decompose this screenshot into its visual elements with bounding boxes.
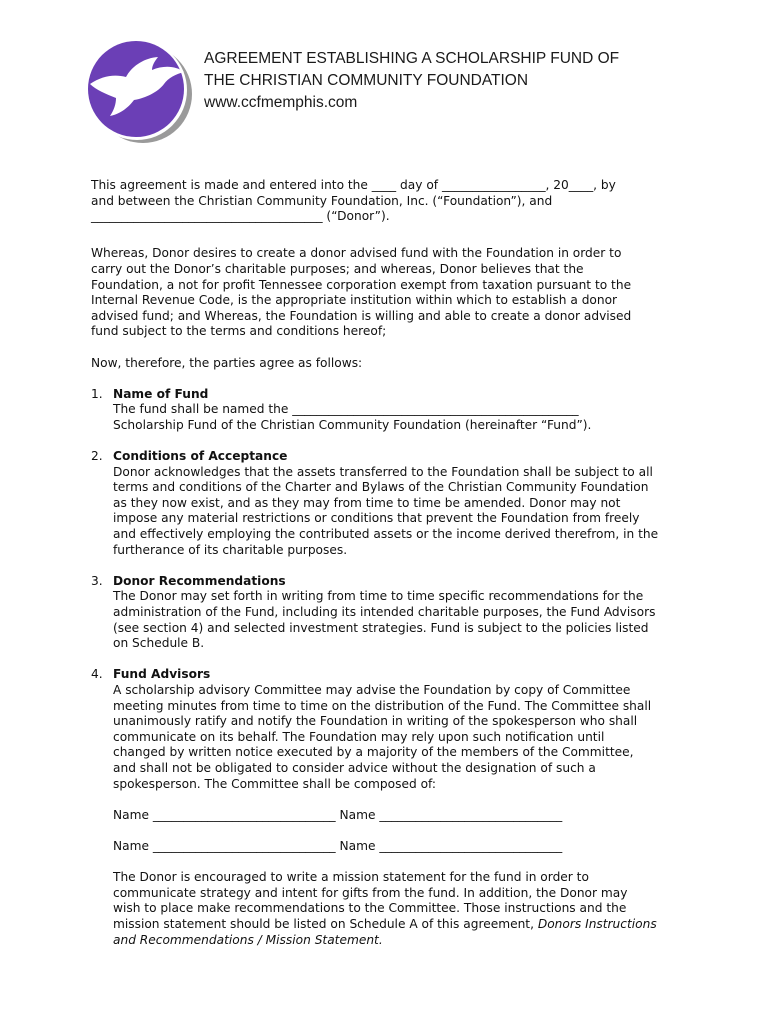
whereas-paragraph xyxy=(91,246,691,340)
section-number: 1. xyxy=(91,386,103,401)
section-donor-recommendations xyxy=(91,574,691,652)
section-heading: Donor Recommendations xyxy=(113,573,286,588)
mission-line: The Donor is encouraged to write a mission statement for the fund in order to xyxy=(113,870,589,885)
whereas-line: carry out the Donor’s charitable purposes; and whereas, Donor believes that the xyxy=(91,261,584,276)
intro-line: This agreement is made and entered into the ____ day of _________________, 20____, by xyxy=(91,178,616,192)
section-line: (see section 4) and selected investment strategies. Fund is subject to the policies listed xyxy=(113,620,649,635)
title-line-1: AGREEMENT ESTABLISHING A SCHOLARSHIP FUND OF xyxy=(204,50,620,67)
section-heading: Name of Fund xyxy=(113,386,209,401)
section-line: The Donor may set forth in writing from time to time specific recommendations for the xyxy=(113,589,644,604)
section-line: communicate on its behalf. The Foundation may rely upon such notification until xyxy=(113,729,605,744)
section-conditions-of-acceptance xyxy=(91,449,691,558)
section-line: Donor acknowledges that the assets transferred to the Foundation shall be subject to all xyxy=(113,464,653,479)
section-fund-advisors xyxy=(91,667,691,948)
whereas-line: Internal Revenue Code, is the appropriate institution within which to establish a donor xyxy=(91,293,618,308)
section-name-of-fund xyxy=(91,387,691,434)
section-line: and effectively employing the contributed assets or the income derived therefrom, in the xyxy=(113,527,659,542)
section-line: changed by written notice executed by a majority of the members of the Committee, xyxy=(113,745,634,760)
website-link[interactable]: www.ccfmemphis.com xyxy=(204,94,358,111)
intro-line: and between the Christian Community Foundation, Inc. (“Foundation”), and xyxy=(91,193,553,208)
section-line: furtherance of its charitable purposes. xyxy=(113,542,348,557)
whereas-line: fund subject to the terms and conditions hereof; xyxy=(91,324,387,339)
section-line: and shall not be obligated to consider advice without the designation of such a xyxy=(113,760,596,775)
section-line: impose any material restrictions or conditions that prevent the Foundation from freely xyxy=(113,511,640,526)
committee-name-fields[interactable]: Name ______________________________ Name ______________________________ xyxy=(113,838,563,853)
section-line: as they now exist, and as they may from time to time be amended. Donor may not xyxy=(113,495,621,510)
intro-paragraph xyxy=(91,178,691,225)
section-heading: Conditions of Acceptance xyxy=(113,449,288,464)
section-line: A scholarship advisory Committee may advise the Foundation by copy of Committee xyxy=(113,683,631,697)
section-line: meeting minutes from time to time on the distribution of the Fund. The Committee shall xyxy=(113,698,652,713)
whereas-line: advised fund; and Whereas, the Foundation is willing and able to create a donor advised xyxy=(91,308,632,323)
mission-line: communicate strategy and intent for gifts from the fund. In addition, the Donor may xyxy=(113,885,628,900)
section-line: administration of the Fund, including its intended charitable purposes, the Fund Advisors xyxy=(113,605,656,620)
section-number: 4. xyxy=(91,667,103,682)
section-number: 3. xyxy=(91,573,103,588)
section-line: Scholarship Fund of the Christian Community Foundation (hereinafter “Fund”). xyxy=(113,417,592,432)
dove-logo-icon xyxy=(84,36,194,146)
title-line-2: THE CHRISTIAN COMMUNITY FOUNDATION xyxy=(204,72,529,89)
agreement-body xyxy=(91,178,691,948)
section-heading: Fund Advisors xyxy=(113,667,211,682)
now-therefore-line: Now, therefore, the parties agree as follows: xyxy=(91,355,363,370)
intro-line: ______________________________________ (“Donor”). xyxy=(91,209,390,224)
section-line: on Schedule B. xyxy=(113,636,205,651)
mission-text: mission statement should be listed on Schedule A of this agreement, xyxy=(113,916,538,931)
whereas-line: Whereas, Donor desires to create a donor advised fund with the Foundation in order to xyxy=(91,246,622,261)
section-line: spokesperson. The Committee shall be composed of: xyxy=(113,776,436,791)
section-line: unanimously ratify and notify the Foundation in writing of the spokesperson who shall xyxy=(113,714,638,729)
committee-name-fields[interactable]: Name ______________________________ Name ______________________________ xyxy=(113,807,563,822)
mission-line: wish to place make recommendations to the Committee. Those instructions and the xyxy=(113,901,627,916)
whereas-line: Foundation, a not for profit Tennessee corporation exempt from taxation pursuant to the xyxy=(91,277,632,292)
schedule-title-italic: Donors Instructions xyxy=(537,916,657,931)
document-title-block xyxy=(204,48,619,114)
mission-line xyxy=(113,917,691,933)
section-line: terms and conditions of the Charter and Bylaws of the Christian Community Foundation xyxy=(113,480,649,495)
section-line: The fund shall be named the _______________________________________________ xyxy=(113,402,579,417)
schedule-title-italic: and Recommendations / Mission Statement. xyxy=(113,932,383,947)
section-number: 2. xyxy=(91,449,103,464)
